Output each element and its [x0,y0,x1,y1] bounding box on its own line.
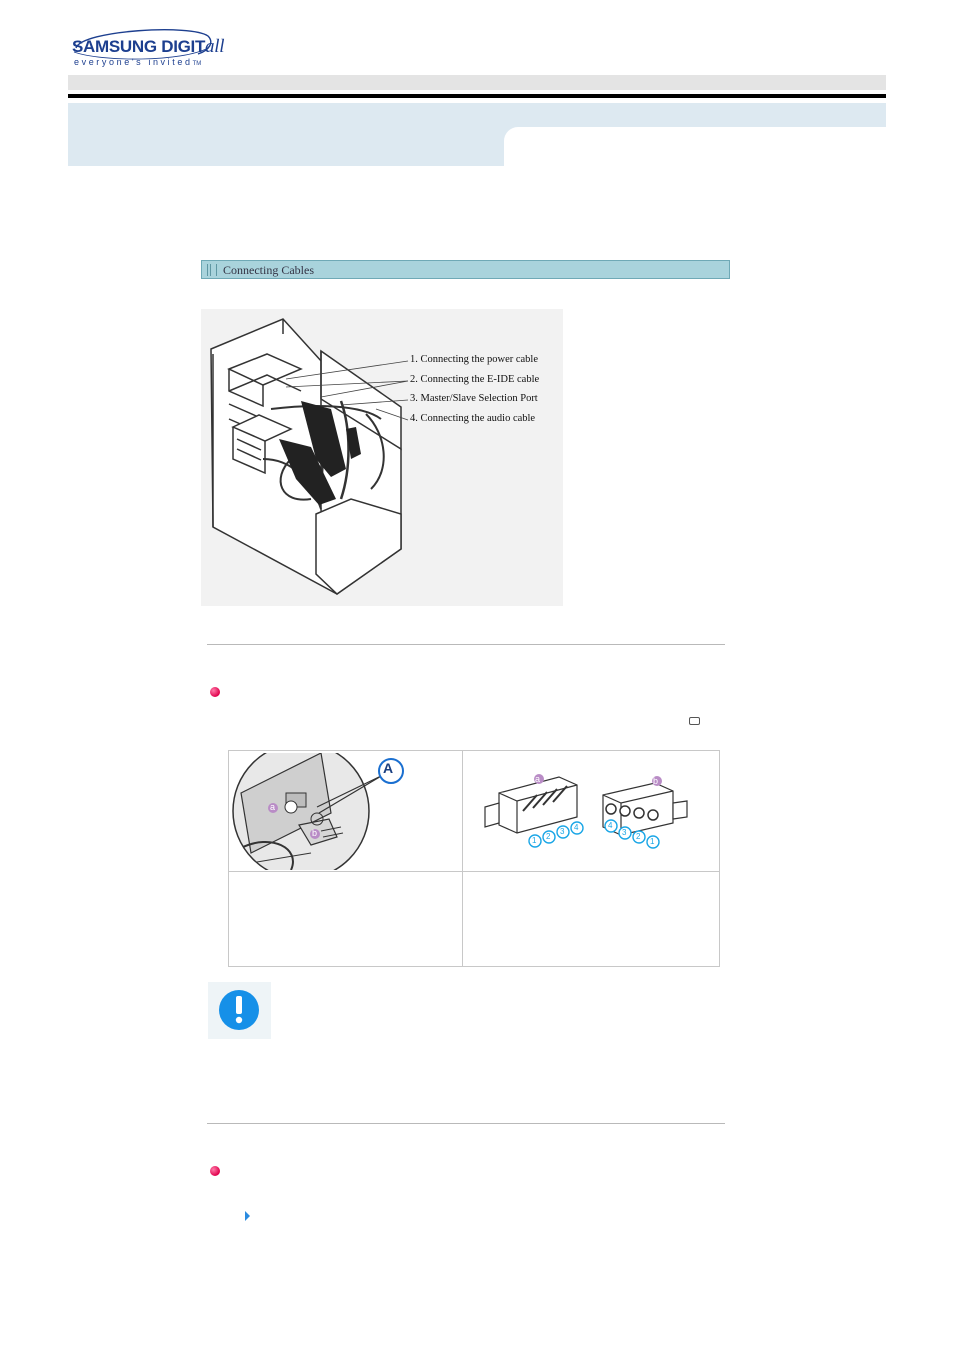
pin-a-2: 2 [546,832,551,841]
drive-connector-closeup [231,753,461,870]
bullet-icon [210,1166,220,1176]
section-title-bar [201,260,730,279]
header-blue-band [68,103,886,127]
pin-a-1: 1 [532,836,537,845]
table-divider-horizontal [229,871,719,872]
pc-case-diagram [201,309,563,606]
right-label-b: b [653,776,659,786]
left-label-b: b [312,828,318,838]
diagram-label-2: 2. Connecting the E-IDE cable [410,374,540,385]
power-connector-table [228,750,720,967]
diagram-label-1: 1. Connecting the power cable [410,354,538,365]
table-divider-vertical [462,751,463,966]
pin-b-1: 1 [650,837,655,846]
section-divider [207,644,725,645]
left-label-a: a [270,802,276,812]
section-title: Connecting Cables [223,263,314,277]
callout-a-label: A [383,760,394,776]
small-rectangle-icon [689,717,700,725]
bullet-icon [210,687,220,697]
diagram-label-3: 3. Master/Slave Selection Port [410,393,538,404]
grip-icon [207,264,217,276]
header-blue-tab [68,127,504,166]
pin-b-2: 2 [636,832,641,841]
header-black-rule [68,94,886,98]
diagram-label-4: 4. Connecting the audio cable [410,413,536,424]
pin-b-3: 3 [622,828,627,837]
pin-a-4: 4 [574,823,579,832]
header-tab-cutout [504,127,886,166]
pin-b-4: 4 [608,821,613,830]
logo-tagline: everyone's invitedTM [74,57,202,67]
warning-box [208,982,271,1039]
samsung-logo [72,26,225,70]
power-connector-pinout [465,753,719,870]
triangle-right-icon[interactable] [245,1211,250,1221]
pin-a-3: 3 [560,827,565,836]
exclamation-icon [208,982,271,1039]
right-label-a: a [535,774,541,784]
logo-brand-text: SAMSUNG DIGITall [72,36,225,57]
header-grey-bar [68,75,886,90]
section-divider [207,1123,725,1124]
